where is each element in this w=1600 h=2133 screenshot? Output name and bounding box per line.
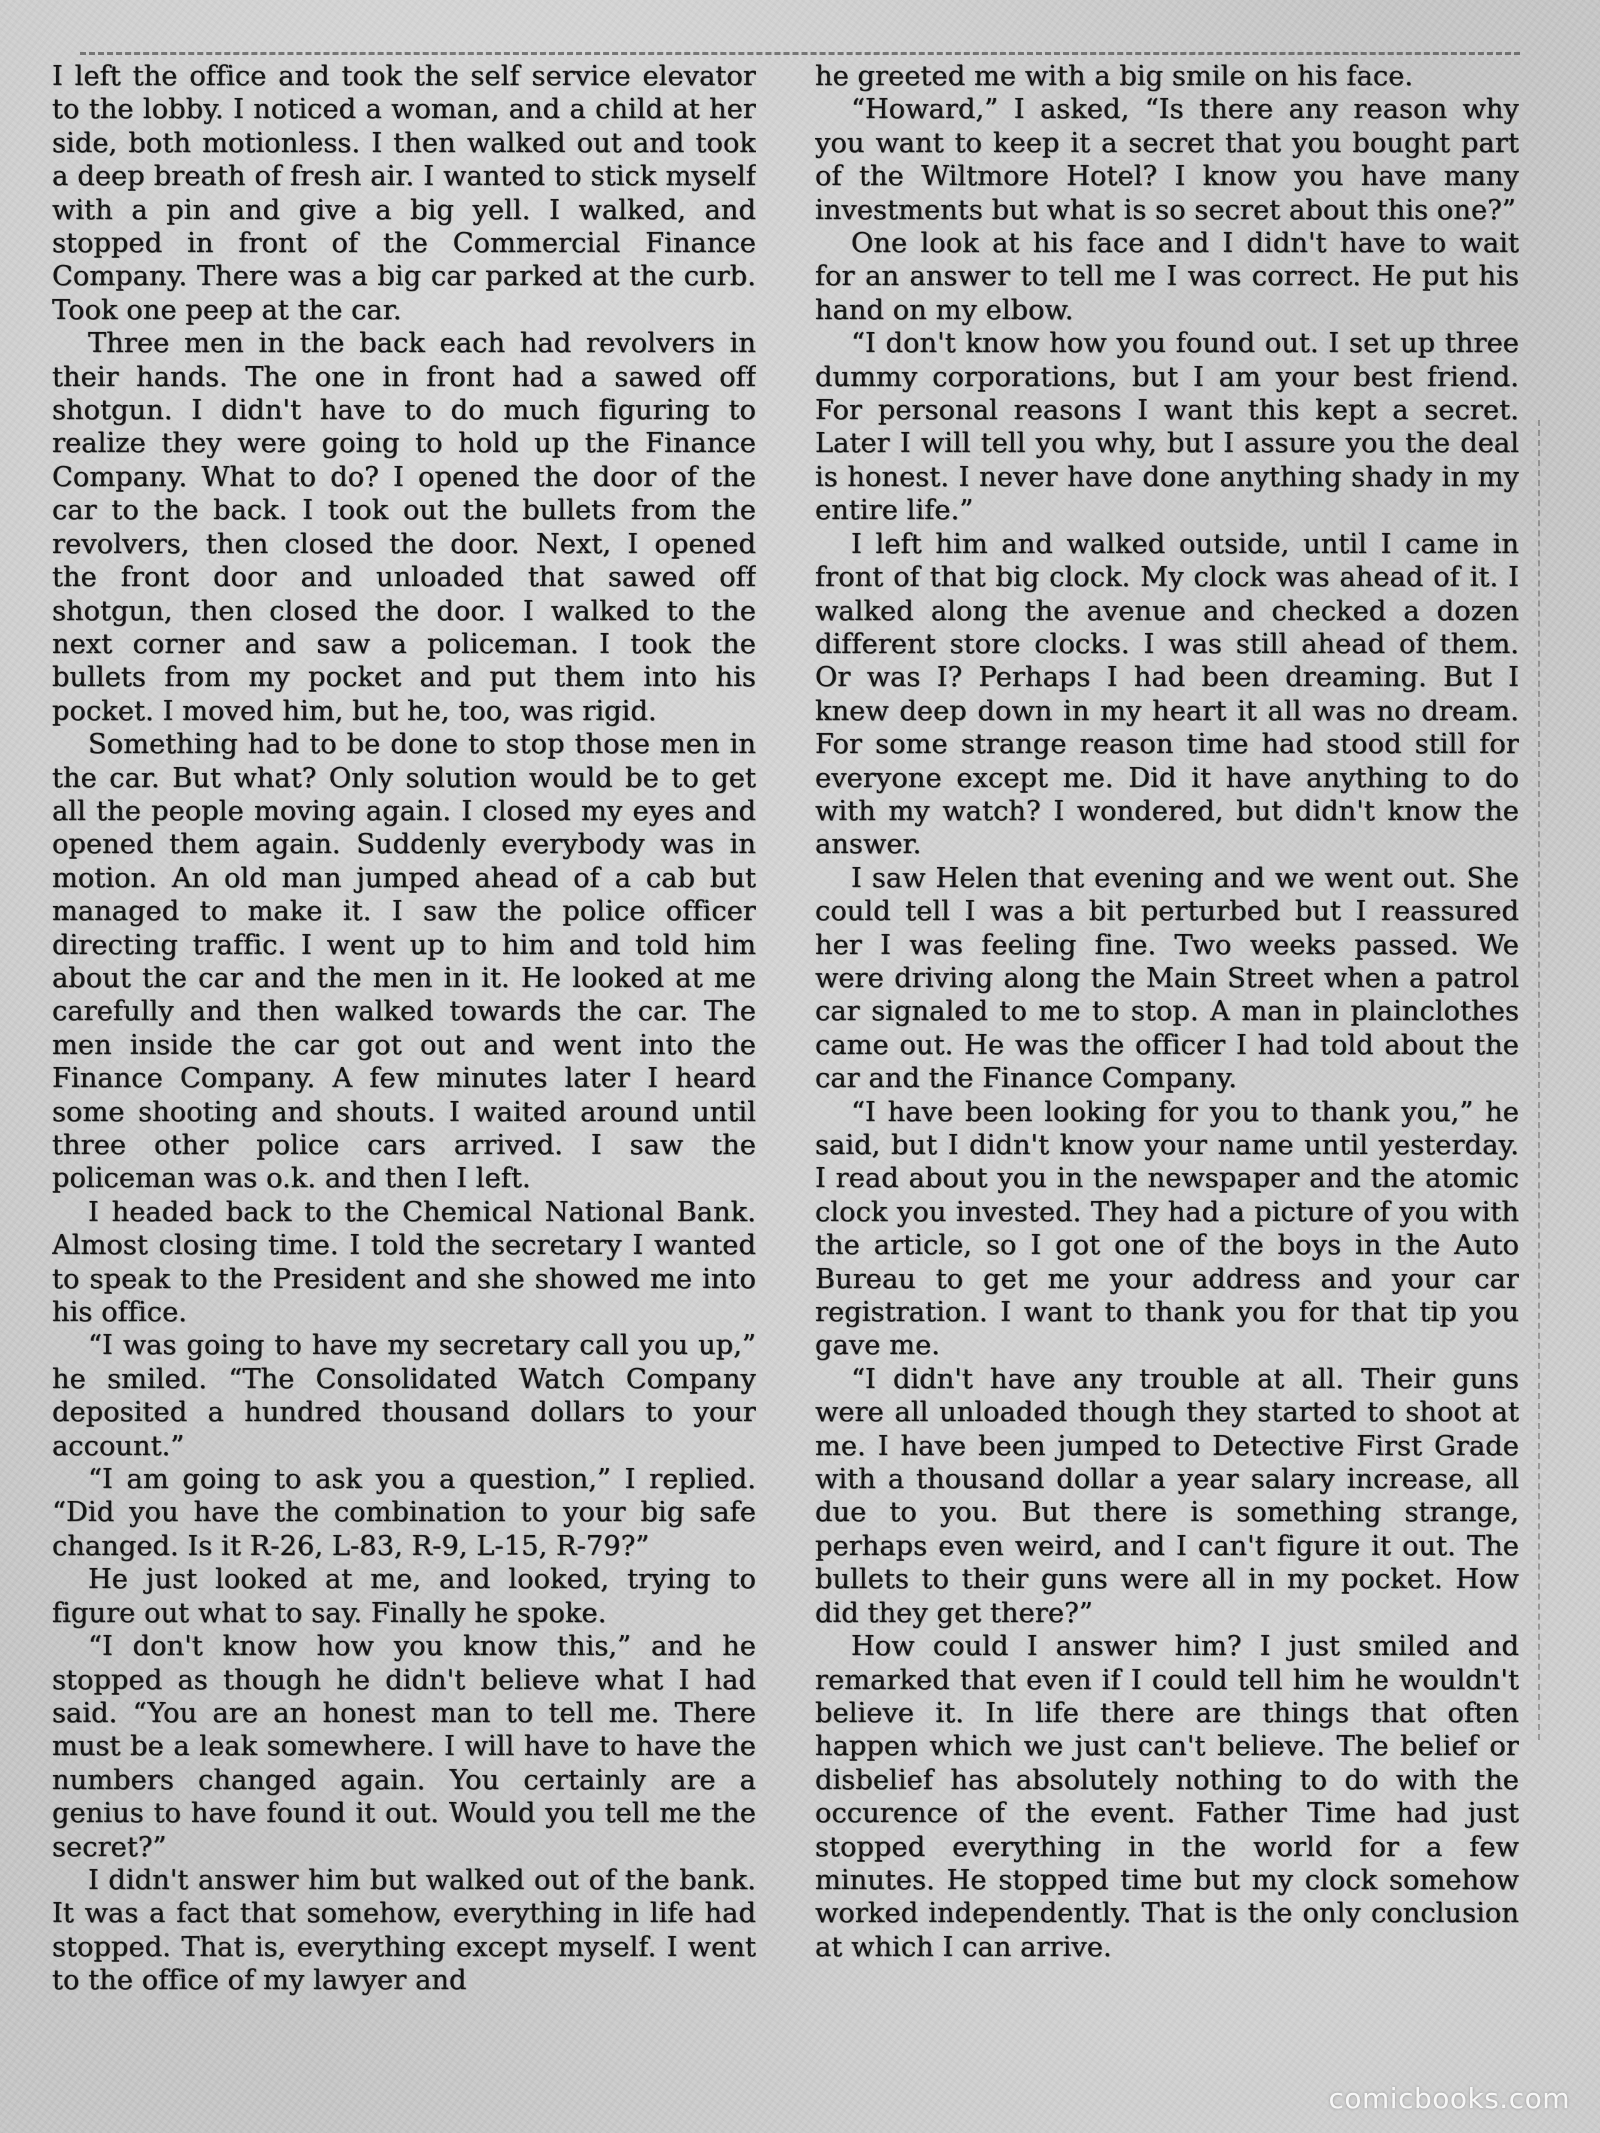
paragraph: “I have been looking for you to thank you,” he said, but I didn't know your name until yesterday. I read about you in the newspaper and the atomic clock you invested. They had a picture of you with the article, so I got one of the boys in the Auto Bureau to get me your address and your car registration. I want to thank you for that tip you gave me. [815, 1096, 1519, 1362]
paragraph: I didn't answer him but walked out of the bank. It was a fact that somehow, everything in life had stopped. That is, everything except myself. I went to the office of my lawyer and [52, 1864, 756, 1997]
paragraph: I saw Helen that evening and we went out. She could tell I was a bit perturbed but I reassured her I was feeling fine. Two weeks passed. We were driving along the Main Street when a patrol car signaled to me to stop. A man in plainclothes came out. He was the officer I had told about the car and the Finance Company. [815, 862, 1519, 1095]
left-text-column [52, 60, 756, 2070]
paragraph: I left the office and took the self service elevator to the lobby. I noticed a woman, and a child at her side, both motionless. I then walked out and took a deep breath of fresh air. I wanted to stick myself with a pin and give a big yell. I walked, and stopped in front of the Commercial Finance Company. There was a big car parked at the curb. Took one peep at the car. [52, 61, 756, 326]
paragraph: Three men in the back each had revolvers in their hands. The one in front had a sawed off shotgun. I didn't have to do much figuring to realize they were going to hold up the Finance Company. What to do? I opened the door of the car to the back. I took out the bullets from the revolvers, then closed the door. Next, I opened the front door and unloaded that sawed off shotgun, then closed the door. I walked to the next corner and saw a policeman. I took the bullets from my pocket and put them into his pocket. I moved him, but he, too, was rigid. [52, 328, 756, 727]
right-text-column [815, 60, 1519, 2070]
paragraph: “I don't know how you know this,” and he stopped as though he didn't believe what I had said. “You are an honest man to tell me. There must be a leak somewhere. I will have to have the numbers changed again. You certainly are a genius to have found it out. Would you tell me the secret?” [52, 1631, 756, 1863]
paragraph: How could I answer him? I just smiled and remarked that even if I could tell him he wouldn't believe it. In life there are things that often happen which we just can't believe. The belief or disbelief has absolutely nothing to do with the occurence of the event. Father Time had just stopped everything in the world for a few minutes. He stopped time but my clock somehow worked independently. That is the only conclusion at which I can arrive. [815, 1631, 1519, 1963]
site-watermark: comicbooks.com [1328, 2082, 1570, 2115]
paragraph: “I was going to have my secretary call you up,” he smiled. “The Consolidated Watch Company deposited a hundred thousand dollars to your account.” [52, 1330, 756, 1462]
paragraph: Something had to be done to stop those men in the car. But what? Only solution would be to get all the people moving again. I closed my eyes and opened them again. Suddenly everybody was in motion. An old man jumped ahead of a cab but managed to make it. I saw the police officer directing traffic. I went up to him and told him about the car and the men in it. He looked at me carefully and then walked towards the car. The men inside the car got out and went into the Finance Company. A few minutes later I heard some shooting and shouts. I waited around until three other police cars arrived. I saw the policeman was o.k. and then I left. [52, 729, 756, 1195]
paragraph: “I didn't have any trouble at all. Their guns were all unloaded though they started to shoot at me. I have been jumped to Detective First Grade with a thousand dollar a year salary increase, all due to you. But there is something strange, perhaps even weird, and I can't figure it out. The bullets to their guns were all in my pocket. How did they get there?” [815, 1363, 1519, 1629]
paragraph: “I am going to ask you a question,” I replied. “Did you have the combination to your big safe changed. Is it R-26, L-83, R-9, L-15, R-79?” [52, 1464, 756, 1562]
paragraph: I headed back to the Chemical National Bank. Almost closing time. I told the secretary I wanted to speak to the President and she showed me into his office. [52, 1196, 756, 1329]
right-margin-rule [1538, 420, 1540, 1740]
paragraph: One look at his face and I didn't have to wait for an answer to tell me I was correct. He put his hand on my elbow. [815, 228, 1519, 326]
top-border-rule [80, 52, 1520, 55]
paragraph: I left him and walked outside, until I came in front of that big clock. My clock was ahead of it. I walked along the avenue and checked a dozen different store clocks. I was still ahead of them. Or was I? Perhaps I had been dreaming. But I knew deep down in my heart it all was no dream. For some strange reason time had stood still for everyone except me. Did it have anything to do with my watch? I wondered, but didn't know the answer. [815, 528, 1519, 861]
paragraph: he greeted me with a big smile on his face. [815, 61, 1414, 92]
paragraph: He just looked at me, and looked, trying to figure out what to say. Finally he spoke. [52, 1564, 756, 1629]
paragraph: “Howard,” I asked, “Is there any reason why you want to keep it a secret that you bought part of the Wiltmore Hotel? I know you have many investments but what is so secret about this one?” [815, 94, 1519, 226]
paragraph: “I don't know how you found out. I set up three dummy corporations, but I am your best friend. For personal reasons I want this kept a secret. Later I will tell you why, but I assure you the deal is honest. I never have done anything shady in my entire life.” [815, 328, 1519, 527]
